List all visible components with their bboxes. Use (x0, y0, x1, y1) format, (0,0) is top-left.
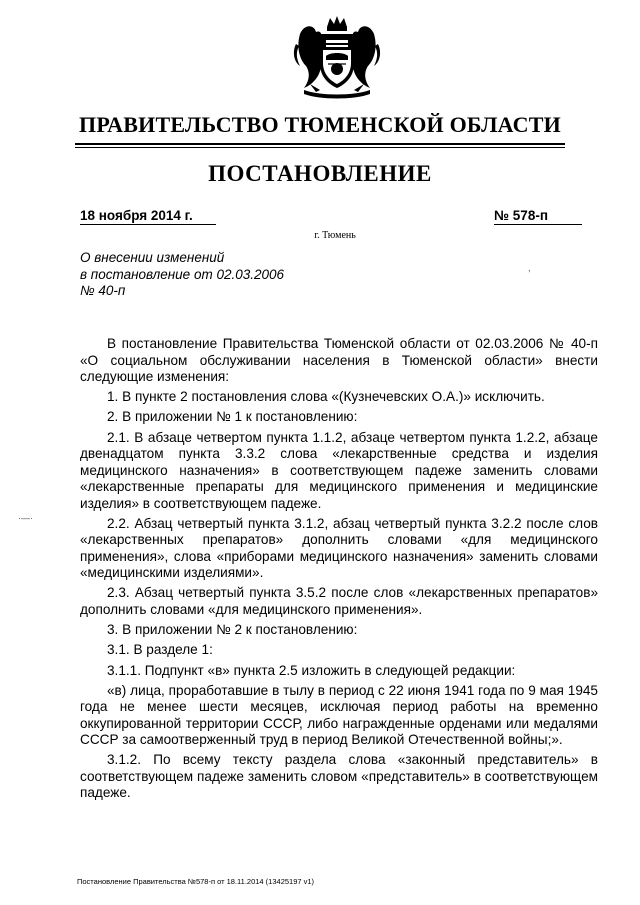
paragraph-2: 2. В приложении № 1 к постановлению: (107, 409, 358, 425)
paragraph-3: 3. В приложении № 2 к постановлению: (107, 622, 358, 638)
paragraph-1: 1. В пункте 2 постановления слова «(Кузнечевских О.А.)» исключить. (107, 389, 545, 405)
government-title: ПРАВИТЕЛЬСТВО ТЮМЕНСКОЙ ОБЛАСТИ (79, 112, 561, 137)
paragraph-2-1: 2.1. В абзаце четвертом пункта 1.1.2, абзаце четвертом пункта 1.2.2, абзаце двенадцатом пункта 3.3.2 слова «лекарственные средства и изделия медицинского назначения» в соответствующем падеже заменить словами «лекарственные препараты для медицинского применения и медицинские изделия» в соответствующем падеже. (80, 429, 598, 511)
paragraph-3-1-2: 3.1.2. По всему тексту раздела слова «законный представитель» в соответствующем падеже заменить словом «представитель» в соответствующем падеже. (80, 752, 598, 801)
header-rule-thin (75, 147, 565, 148)
paragraph-2-3: 2.3. Абзац четвертый пункта 3.5.2 после слов «лекарственных препаратов» дополнить словами «для медицинского применения». (80, 585, 598, 617)
document-body (80, 336, 598, 802)
document-footer: Постановление Правительства №578-п от 18.11.2014 (13425197 v1) (77, 877, 315, 886)
paragraph-3-1-1-text: «в) лица, проработавшие в тылу в период с 22 июня 1941 года по 9 мая 1945 года не менее шести месяцев, исключая период работы на временно оккупированной территории СССР, либо награжденные орденами или медалями СССР за самоотверженный труд в период Великой Отечественной войны;». (80, 682, 598, 748)
paragraph-intro: В постановление Правительства Тюменской области от 02.03.2006 № 40-п «О социальном обслуживании населения в Тюменской области» внести следующие изменения: (80, 336, 598, 384)
document-number: № 578-п (494, 208, 582, 225)
document-subject (80, 250, 340, 300)
document-city: г. Тюмень (314, 230, 356, 241)
coat-of-arms-icon (290, 14, 384, 104)
document-type: ПОСТАНОВЛЕНИЕ (208, 161, 432, 186)
paragraph-2-2: 2.2. Абзац четвертый пункта 3.1.2, абзац четвертый пункта 3.2.2 после слов «лекарственных препаратов» дополнить словами «для медицинского применения», слова «приборами медицинского назначения» заменить словами «медицинскими изделиями». (80, 515, 598, 581)
subject-line: О внесении изменений (80, 250, 225, 265)
scan-mark: ·—· (18, 513, 33, 523)
subject-line: в постановление от 02.03.2006 (80, 266, 285, 282)
subject-line: № 40-п (80, 283, 126, 298)
paragraph-3-1-1: 3.1.1. Подпункт «в» пункта 2.5 изложить в следующей редакции: (107, 662, 516, 678)
header-rule-thick (75, 143, 565, 145)
scan-mark: , (528, 263, 531, 273)
document-date: 18 ноября 2014 г. (80, 208, 216, 225)
paragraph-3-1: 3.1. В разделе 1: (107, 642, 213, 658)
